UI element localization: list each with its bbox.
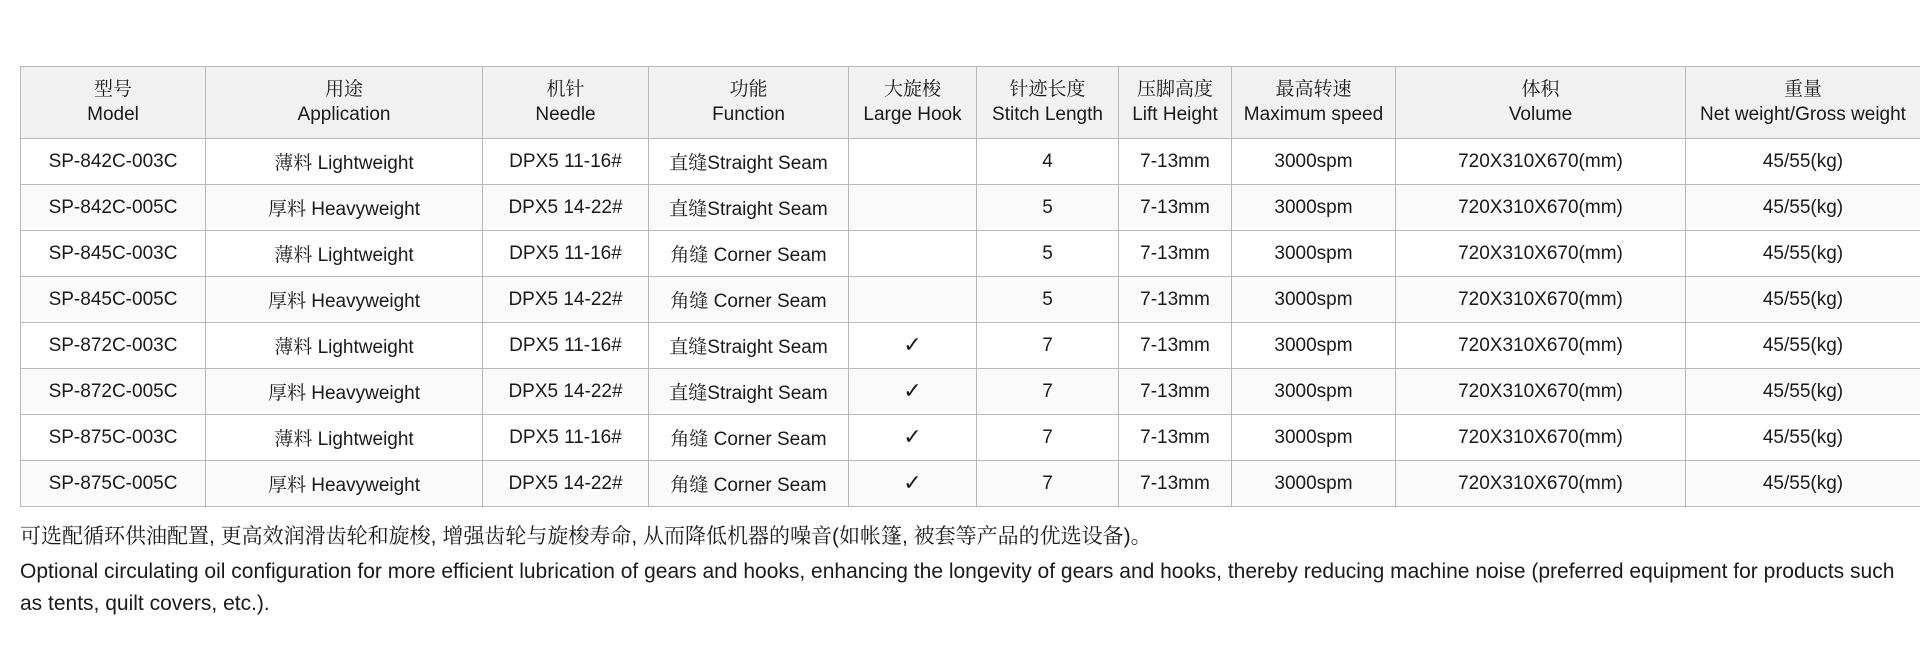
- cell-text: 45/55(kg): [1762, 288, 1844, 310]
- column-header-cn: 型号: [93, 79, 132, 101]
- table-row: [21, 231, 1920, 277]
- column-header-en: Stitch Length: [992, 103, 1103, 125]
- cell-model: [21, 369, 206, 415]
- cell-text: 3000spm: [1274, 242, 1353, 264]
- cell-speed: [1232, 277, 1396, 323]
- cell-text: 直缝Straight Seam: [669, 383, 828, 404]
- cell-application: [206, 231, 483, 277]
- cell-text: SP-842C-005C: [48, 196, 178, 218]
- table-row: [21, 461, 1920, 507]
- table-row: [21, 369, 1920, 415]
- cell-needle: [483, 461, 649, 507]
- cell-text: 3000spm: [1274, 288, 1353, 310]
- cell-text: 7-13mm: [1140, 380, 1210, 402]
- cell-volume: [1396, 185, 1686, 231]
- cell-text: DPX5 14-22#: [508, 288, 623, 310]
- cell-text: DPX5 11-16#: [509, 426, 622, 448]
- cell-text: 厚料 Heavyweight: [267, 475, 421, 496]
- cell-text: 7-13mm: [1140, 242, 1210, 264]
- cell-model: [21, 231, 206, 277]
- cell-function: [649, 231, 849, 277]
- cell-stitch: [977, 323, 1119, 369]
- cell-text: 直缝Straight Seam: [669, 337, 828, 358]
- column-header-cn: 功能: [729, 79, 768, 101]
- cell-text: 45/55(kg): [1762, 242, 1844, 264]
- cell-volume: [1396, 139, 1686, 185]
- cell-text: 薄料 Lightweight: [274, 429, 414, 450]
- cell-text: SP-875C-005C: [48, 472, 178, 494]
- column-header-weight: [1686, 67, 1920, 139]
- cell-application: [206, 277, 483, 323]
- cell-text: 720X310X670(mm): [1458, 472, 1623, 494]
- cell-text: 45/55(kg): [1762, 472, 1844, 494]
- spec-table-container: [10, 66, 1910, 507]
- cell-volume: [1396, 231, 1686, 277]
- cell-stitch: [977, 139, 1119, 185]
- cell-weight: [1686, 415, 1920, 461]
- check-icon: ✓: [903, 423, 922, 449]
- cell-speed: [1232, 185, 1396, 231]
- cell-text: 7-13mm: [1140, 334, 1210, 356]
- cell-function: [649, 185, 849, 231]
- cell-text: 720X310X670(mm): [1458, 196, 1623, 218]
- cell-text: DPX5 11-16#: [509, 334, 622, 356]
- table-header: [21, 67, 1920, 139]
- cell-text: 3000spm: [1274, 380, 1353, 402]
- cell-text: 5: [1042, 288, 1053, 310]
- cell-volume: [1396, 461, 1686, 507]
- column-header-cn: 用途: [324, 79, 363, 101]
- cell-function: [649, 415, 849, 461]
- cell-needle: [483, 185, 649, 231]
- column-header-en: Volume: [1508, 103, 1573, 125]
- cell-text: 45/55(kg): [1762, 150, 1844, 172]
- column-header-cn: 重量: [1783, 79, 1822, 101]
- cell-application: [206, 369, 483, 415]
- column-header-en: Net weight/Gross weight: [1700, 103, 1906, 125]
- cell-speed: [1232, 461, 1396, 507]
- cell-model: [21, 323, 206, 369]
- cell-volume: [1396, 277, 1686, 323]
- column-header-hook: [849, 67, 977, 139]
- cell-text: 3000spm: [1274, 334, 1353, 356]
- cell-needle: [483, 323, 649, 369]
- cell-hook: [849, 323, 977, 369]
- check-icon: ✓: [903, 469, 922, 495]
- cell-weight: [1686, 369, 1920, 415]
- column-header-en: Lift Height: [1132, 103, 1218, 125]
- footnote-english: Optional circulating oil configuration for more efficient lubrication of gears and hooks, enhancing the longevity of gears and hooks, thereby reducing machine noise (preferred equipment for products such as tents, quilt covers, etc.).: [20, 559, 1895, 616]
- cell-text: 45/55(kg): [1762, 196, 1844, 218]
- cell-text: 角缝 Corner Seam: [670, 245, 827, 266]
- cell-text: 薄料 Lightweight: [274, 153, 414, 174]
- cell-weight: [1686, 231, 1920, 277]
- cell-model: [21, 461, 206, 507]
- cell-volume: [1396, 323, 1686, 369]
- cell-text: 厚料 Heavyweight: [267, 383, 421, 404]
- cell-text: 4: [1042, 150, 1053, 172]
- column-header-cn: 体积: [1521, 79, 1560, 101]
- cell-stitch: [977, 185, 1119, 231]
- cell-text: SP-845C-003C: [48, 242, 178, 264]
- cell-text: 45/55(kg): [1762, 426, 1844, 448]
- cell-text: 720X310X670(mm): [1458, 288, 1623, 310]
- cell-hook: [849, 415, 977, 461]
- specification-table: [20, 66, 1920, 507]
- cell-text: 7: [1042, 334, 1053, 356]
- cell-text: 3000spm: [1274, 426, 1353, 448]
- check-icon: ✓: [903, 331, 922, 357]
- cell-text: 角缝 Corner Seam: [670, 475, 827, 496]
- cell-hook: [849, 139, 977, 185]
- cell-text: 45/55(kg): [1762, 380, 1844, 402]
- table-row: [21, 415, 1920, 461]
- column-header-needle: [483, 67, 649, 139]
- cell-lift: [1119, 139, 1232, 185]
- cell-text: 5: [1042, 196, 1053, 218]
- cell-model: [21, 139, 206, 185]
- cell-text: 直缝Straight Seam: [669, 199, 828, 220]
- column-header-function: [649, 67, 849, 139]
- cell-text: 7-13mm: [1140, 150, 1210, 172]
- cell-text: 角缝 Corner Seam: [670, 429, 827, 450]
- cell-text: 7-13mm: [1140, 288, 1210, 310]
- column-header-en: Needle: [535, 103, 596, 125]
- cell-lift: [1119, 415, 1232, 461]
- cell-text: SP-845C-005C: [48, 288, 178, 310]
- cell-model: [21, 185, 206, 231]
- cell-text: 直缝Straight Seam: [669, 153, 828, 174]
- cell-text: SP-842C-003C: [48, 150, 178, 172]
- column-header-en: Function: [712, 103, 785, 125]
- cell-application: [206, 185, 483, 231]
- cell-speed: [1232, 415, 1396, 461]
- cell-text: SP-875C-003C: [48, 426, 178, 448]
- column-header-stitch: [977, 67, 1119, 139]
- cell-text: DPX5 14-22#: [508, 380, 623, 402]
- cell-lift: [1119, 323, 1232, 369]
- cell-text: 3000spm: [1274, 472, 1353, 494]
- cell-function: [649, 461, 849, 507]
- column-header-en: Maximum speed: [1243, 103, 1384, 125]
- column-header-cn: 大旋梭: [883, 79, 941, 101]
- cell-stitch: [977, 231, 1119, 277]
- cell-hook: [849, 461, 977, 507]
- cell-text: 7-13mm: [1140, 472, 1210, 494]
- cell-text: 720X310X670(mm): [1458, 426, 1623, 448]
- header-row: [21, 67, 1920, 139]
- cell-lift: [1119, 185, 1232, 231]
- cell-text: 720X310X670(mm): [1458, 334, 1623, 356]
- footnote-chinese: 可选配循环供油配置, 更高效润滑齿轮和旋梭, 增强齿轮与旋梭寿命, 从而降低机器的噪音(如帐篷, 被套等产品的优选设备)。: [20, 525, 1152, 548]
- cell-weight: [1686, 323, 1920, 369]
- cell-speed: [1232, 139, 1396, 185]
- column-header-speed: [1232, 67, 1396, 139]
- column-header-en: Application: [297, 103, 391, 125]
- cell-volume: [1396, 369, 1686, 415]
- cell-stitch: [977, 369, 1119, 415]
- column-header-model: [21, 67, 206, 139]
- cell-text: 7: [1042, 380, 1053, 402]
- cell-text: 薄料 Lightweight: [274, 245, 414, 266]
- table-row: [21, 139, 1920, 185]
- column-header-application: [206, 67, 483, 139]
- cell-lift: [1119, 231, 1232, 277]
- cell-function: [649, 139, 849, 185]
- cell-weight: [1686, 139, 1920, 185]
- cell-needle: [483, 415, 649, 461]
- cell-needle: [483, 139, 649, 185]
- cell-stitch: [977, 461, 1119, 507]
- cell-hook: [849, 369, 977, 415]
- cell-stitch: [977, 415, 1119, 461]
- table-row: [21, 185, 1920, 231]
- cell-application: [206, 323, 483, 369]
- table-row: [21, 323, 1920, 369]
- column-header-lift: [1119, 67, 1232, 139]
- cell-text: 厚料 Heavyweight: [267, 199, 421, 220]
- cell-weight: [1686, 185, 1920, 231]
- cell-speed: [1232, 323, 1396, 369]
- check-icon: ✓: [903, 377, 922, 403]
- cell-function: [649, 277, 849, 323]
- cell-lift: [1119, 277, 1232, 323]
- cell-text: 7: [1042, 426, 1053, 448]
- cell-application: [206, 461, 483, 507]
- cell-lift: [1119, 461, 1232, 507]
- cell-needle: [483, 231, 649, 277]
- cell-function: [649, 323, 849, 369]
- cell-hook: [849, 277, 977, 323]
- column-header-en: Model: [87, 103, 139, 125]
- cell-text: 厚料 Heavyweight: [267, 291, 421, 312]
- cell-application: [206, 415, 483, 461]
- cell-lift: [1119, 369, 1232, 415]
- column-header-cn: 最高转速: [1275, 79, 1352, 101]
- cell-text: 720X310X670(mm): [1458, 242, 1623, 264]
- cell-hook: [849, 185, 977, 231]
- column-header-volume: [1396, 67, 1686, 139]
- cell-speed: [1232, 369, 1396, 415]
- cell-text: 7-13mm: [1140, 426, 1210, 448]
- cell-text: DPX5 14-22#: [508, 472, 623, 494]
- cell-text: 720X310X670(mm): [1458, 150, 1623, 172]
- cell-text: 7: [1042, 472, 1053, 494]
- footnotes: [10, 521, 1910, 621]
- cell-text: DPX5 11-16#: [509, 242, 622, 264]
- cell-speed: [1232, 231, 1396, 277]
- cell-text: 5: [1042, 242, 1053, 264]
- column-header-cn: 压脚高度: [1136, 79, 1213, 101]
- cell-needle: [483, 369, 649, 415]
- table-body: [21, 139, 1920, 507]
- cell-text: 3000spm: [1274, 150, 1353, 172]
- cell-stitch: [977, 277, 1119, 323]
- column-header-en: Large Hook: [863, 103, 962, 125]
- cell-text: DPX5 14-22#: [508, 196, 623, 218]
- cell-weight: [1686, 277, 1920, 323]
- cell-weight: [1686, 461, 1920, 507]
- cell-text: 角缝 Corner Seam: [670, 291, 827, 312]
- cell-text: 45/55(kg): [1762, 334, 1844, 356]
- cell-text: 薄料 Lightweight: [274, 337, 414, 358]
- cell-application: [206, 139, 483, 185]
- cell-text: 7-13mm: [1140, 196, 1210, 218]
- cell-hook: [849, 231, 977, 277]
- cell-needle: [483, 277, 649, 323]
- cell-volume: [1396, 415, 1686, 461]
- cell-function: [649, 369, 849, 415]
- cell-text: 3000spm: [1274, 196, 1353, 218]
- cell-text: SP-872C-003C: [48, 334, 178, 356]
- column-header-cn: 针迹长度: [1009, 79, 1086, 101]
- cell-text: 720X310X670(mm): [1458, 380, 1623, 402]
- cell-text: DPX5 11-16#: [509, 150, 622, 172]
- column-header-cn: 机针: [546, 79, 585, 101]
- table-row: [21, 277, 1920, 323]
- cell-model: [21, 277, 206, 323]
- cell-model: [21, 415, 206, 461]
- cell-text: SP-872C-005C: [48, 380, 178, 402]
